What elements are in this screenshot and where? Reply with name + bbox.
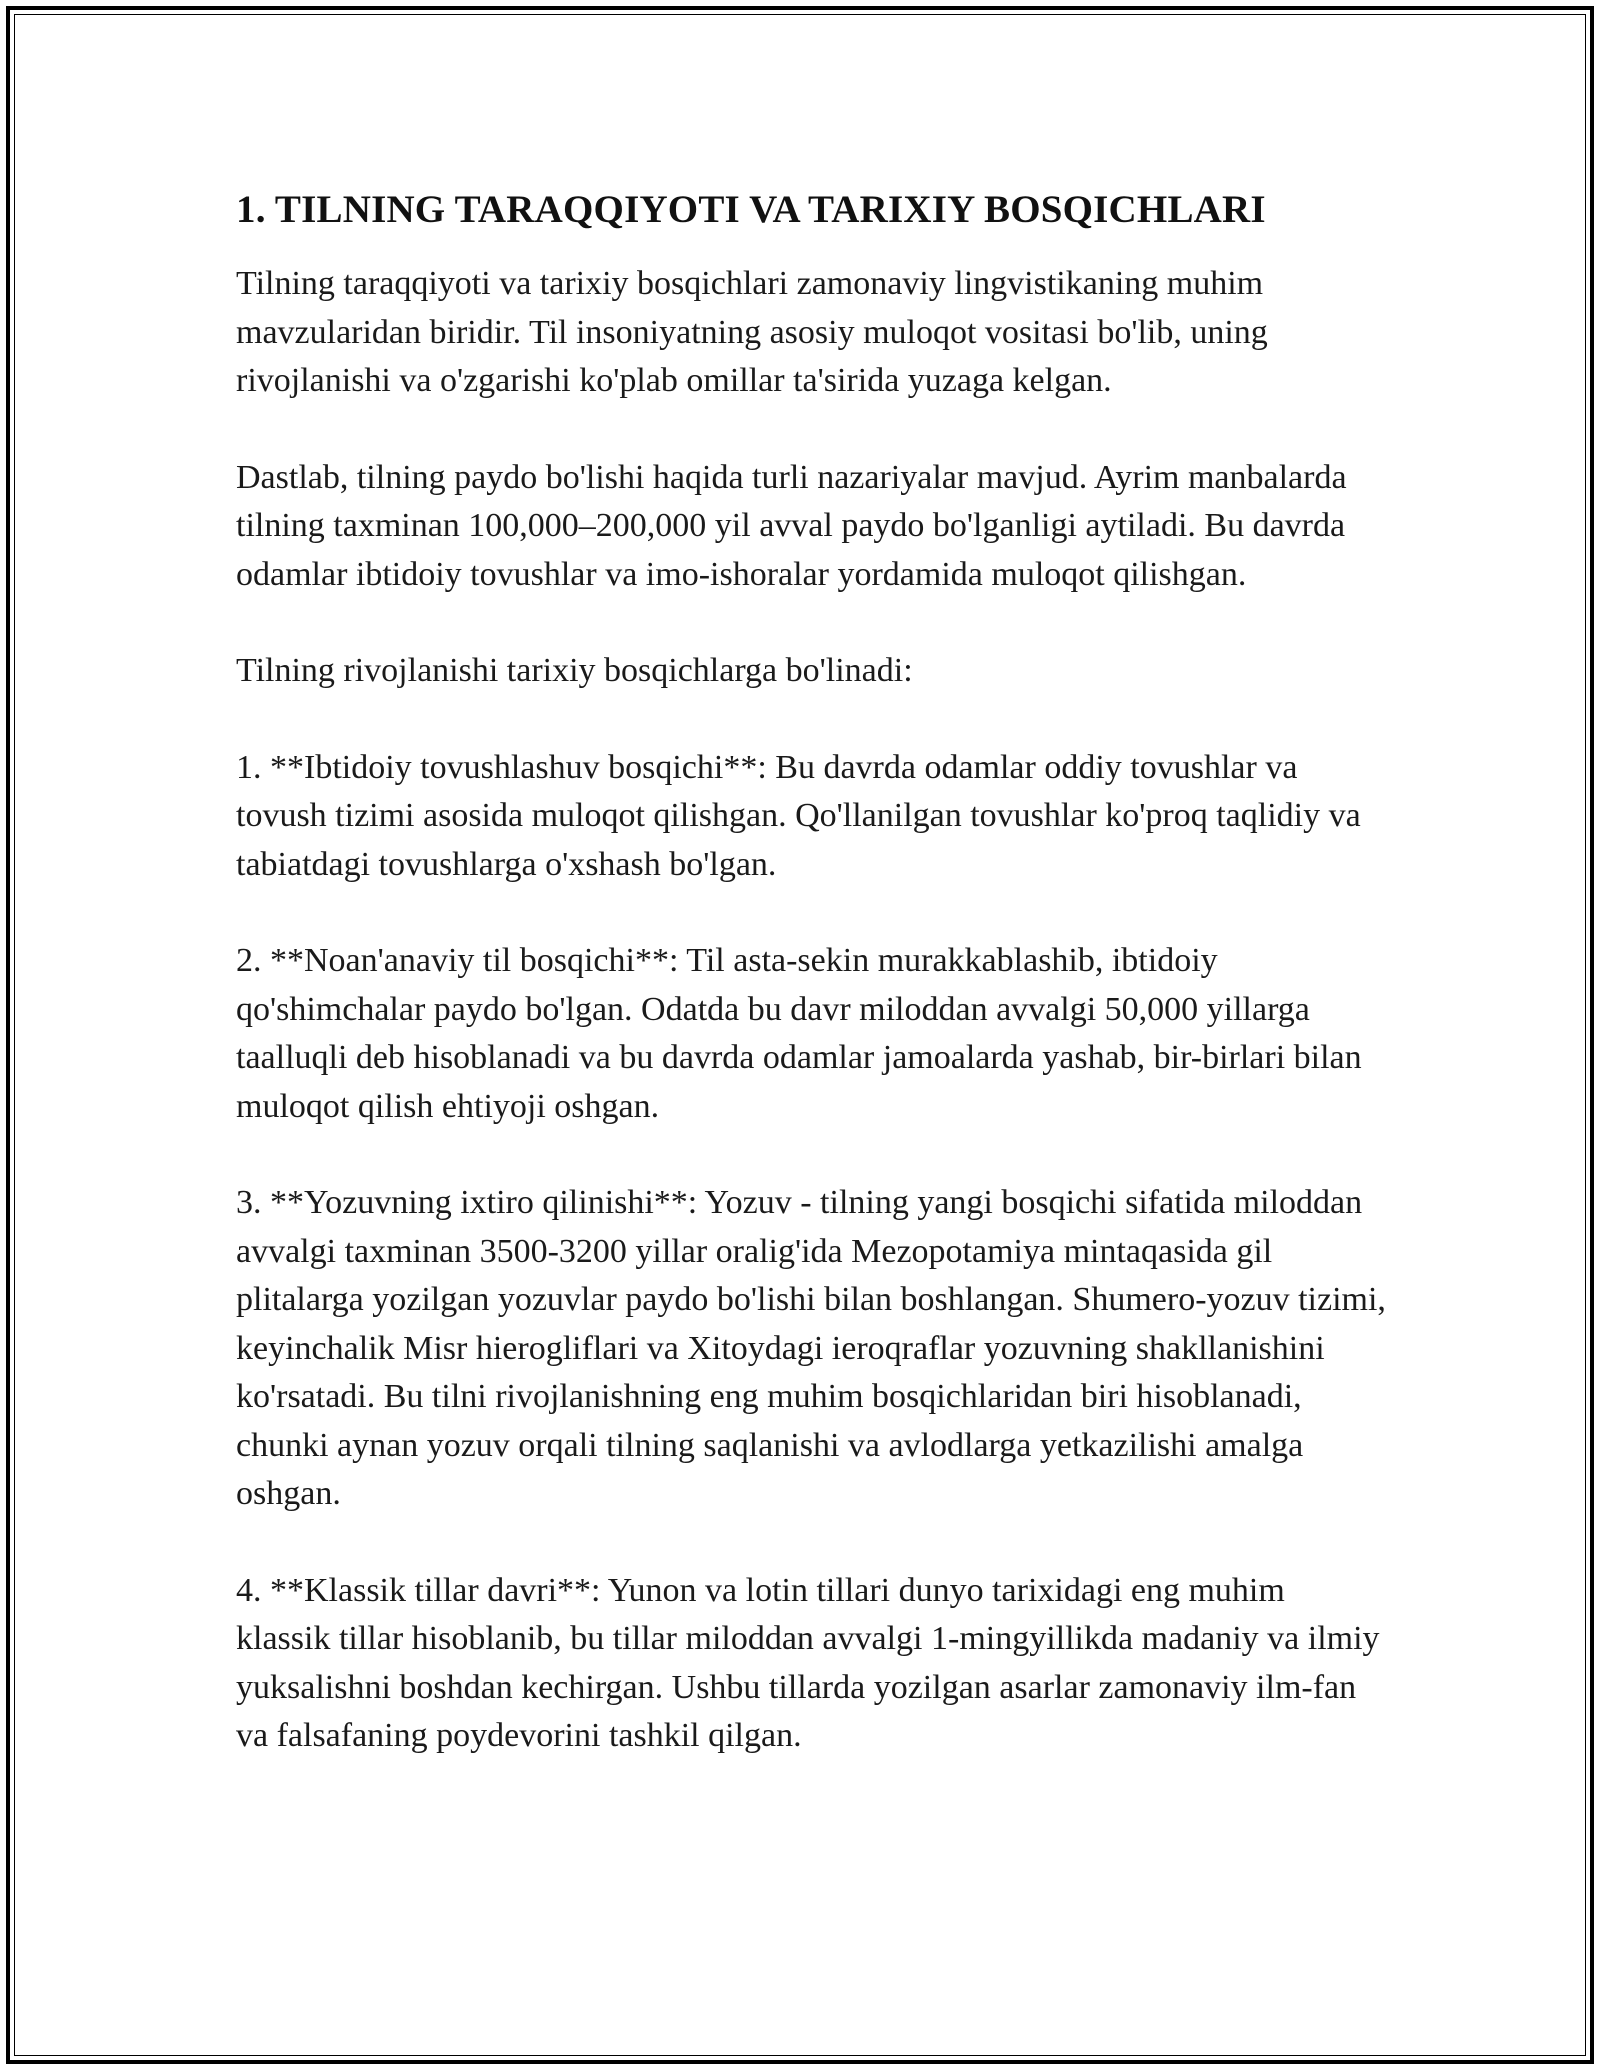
paragraph-origin: Dastlab, tilning paydo bo'lishi haqida turli nazariyalar mavjud. Ayrim manbalarda tilning taxminan 100,000–200,000 yil avval paydo bo'lganligi aytiladi. Bu davrda odamlar ibtidoiy tovushlar va imo-ishoralar yordamida muloqot qilishgan. [236, 458, 1347, 593]
paragraph-intro: Tilning taraqqiyoti va tarixiy bosqichlari zamonaviy lingvistikaning muhim mavzularidan biridir. Til insoniyatning asosiy muloqot vositasi bo'lib, uning rivojlanishi va o'zgarishi ko'plab omillar ta'sirida yuzaga kelgan. [236, 265, 1268, 399]
list-item-stage-1: 1. **Ibtidoiy tovushlashuv bosqichi**: Bu davrda odamlar oddiy tovushlar va tovush tizimi asosida muloqot qilishgan. Qo'llanilgan tovushlar ko'proq taqlidiy va tabiatdagi tovushlarga o'xshash bo'lgan. [236, 748, 1361, 883]
section-title: 1. TILNING TARAQQIYOTI VA TARIXIY BOSQICHLARI [236, 188, 1266, 231]
list-item-stage-3: 3. **Yozuvning ixtiro qilinishi**: Yozuv - tilning yangi bosqichi sifatida miloddan avvalgi taxminan 3500-3200 yillar oralig'ida Mezopotamiya mintaqasida gil plitalarga yozilgan yozuvlar paydo bo'lishi bilan boshlangan. Shumero-yozuv tizimi, keyinchalik Misr hierogliflari va Xitoydagi ieroqraflar yozuvning shakllanishini ko'rsatadi. Bu tilni rivojlanishning eng muhim bosqichlaridan biri hisoblanadi, chunki aynan yozuv orqali tilning saqlanishi va avlodlarga yetkazilishi amalga oshgan. [236, 1184, 1386, 1512]
document-body [236, 184, 1386, 1809]
list-item-stage-4: 4. **Klassik tillar davri**: Yunon va lotin tillari dunyo tarixidagi eng muhim klassik tillar hisoblanib, bu tillar miloddan avvalgi 1-mingyillikda madaniy va ilmiy yuksalishni boshdan kechirgan. Ushbu tillarda yozilgan asarlar zamonaviy ilm-fan va falsafaning poydevorini tashkil qilgan. [236, 1571, 1380, 1754]
list-item-stage-2: 2. **Noan'anaviy til bosqichi**: Til asta-sekin murakkablashib, ibtidoiy qo'shimchalar paydo bo'lgan. Odatda bu davr miloddan avvalgi 50,000 yillarga taalluqli deb hisoblanadi va bu davrda odamlar jamoalarda yashab, bir-birlari bilan muloqot qilish ehtiyoji oshgan. [236, 942, 1362, 1125]
paragraph-stages-intro: Tilning rivojlanishi tarixiy bosqichlarga bo'linadi: [236, 652, 913, 689]
